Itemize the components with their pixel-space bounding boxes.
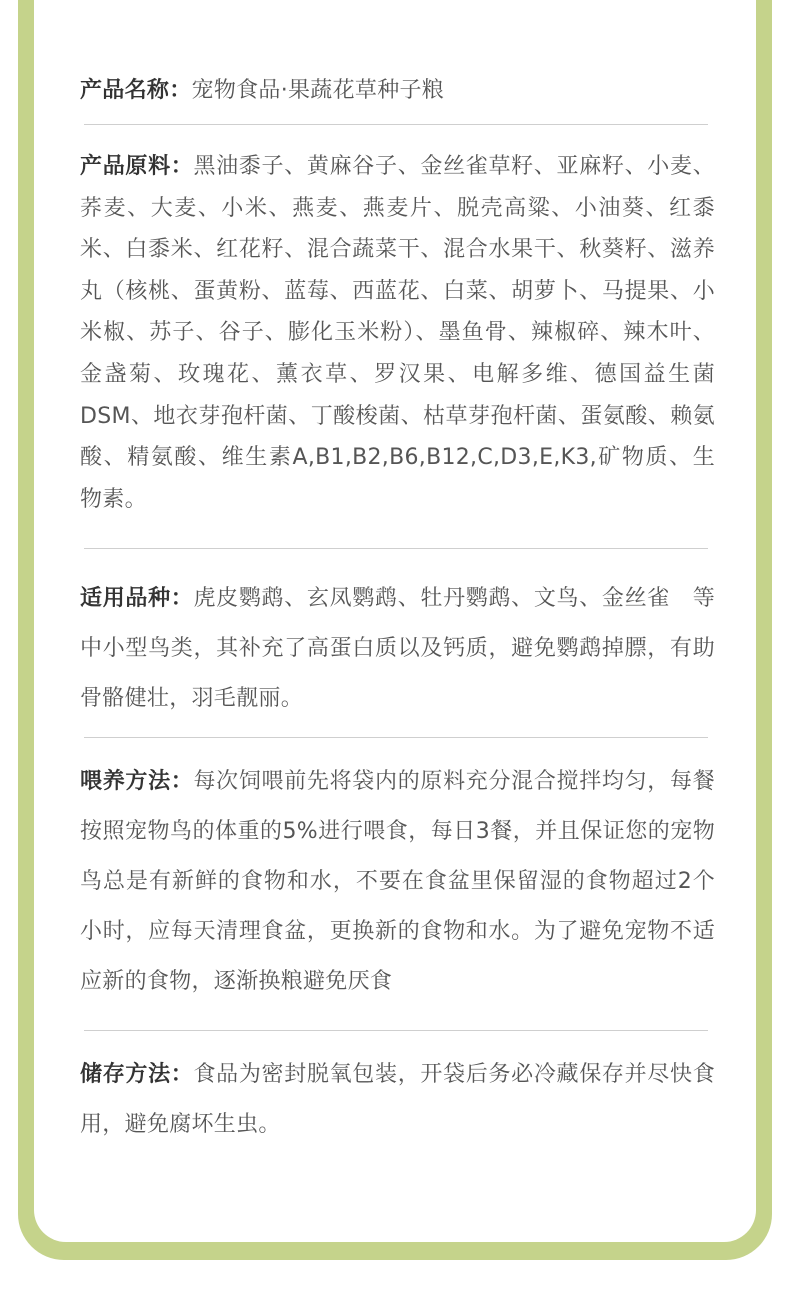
- product-name-value: 宠物食品·果蔬花草种子粮: [191, 78, 445, 103]
- divider: [84, 1030, 708, 1031]
- feeding-value: 每次饲喂前先将袋内的原料充分混合搅拌均匀，每餐按照宠物鸟的体重的5%进行喂食，每日3餐，并且保证您的宠物鸟总是有新鲜的食物和水，不要在食盆里保留湿的食物超过2个小时，应每天清理食盆，更换新的食物和水。为了避免宠物不适应新的食物，逐渐换粮避免厌食: [80, 769, 715, 994]
- species-section: [80, 574, 715, 724]
- species-value: 虎皮鹦鹉、玄凤鹦鹉、牡丹鹦鹉、文鸟、金丝雀 等中小型鸟类，其补充了高蛋白质以及钙质，避免鹦鹉掉膘，有助骨骼健壮，羽毛靓丽。: [80, 586, 715, 711]
- storage-section: [80, 1050, 715, 1150]
- feeding-label: 喂养方法：: [80, 769, 194, 794]
- ingredients-section: [80, 146, 715, 520]
- product-name-label: 产品名称：: [80, 78, 192, 103]
- species-label: 适用品种：: [80, 586, 194, 611]
- feeding-section: [80, 757, 715, 1007]
- product-name-section: [80, 72, 715, 110]
- divider: [84, 124, 708, 125]
- ingredients-label: 产品原料：: [80, 154, 194, 179]
- divider: [84, 548, 708, 549]
- divider: [84, 737, 708, 738]
- ingredients-value: 黑油黍子、黄麻谷子、金丝雀草籽、亚麻籽、小麦、荞麦、大麦、小米、燕麦、燕麦片、脱壳高粱、小油葵、红黍米、白黍米、红花籽、混合蔬菜干、混合水果干、秋葵籽、滋养丸（核桃、蛋黄粉、蓝莓、西蓝花、白菜、胡萝卜、马提果、小米椒、苏子、谷子、膨化玉米粉）、墨鱼骨、辣椒碎、辣木叶、金盏菊、玫瑰花、薰衣草、罗汉果、电解多维、德国益生菌DSM、地衣芽孢杆菌、丁酸梭菌、枯草芽孢杆菌、蛋氨酸、赖氨酸、精氨酸、维生素A,B1,B2,B6,B12,C,D3,E,K3,矿物质、生物素。: [80, 154, 715, 512]
- storage-value: 食品为密封脱氧包装，开袋后务必冷藏保存并尽快食用，避免腐坏生虫。: [80, 1062, 715, 1137]
- storage-label: 储存方法：: [80, 1062, 194, 1087]
